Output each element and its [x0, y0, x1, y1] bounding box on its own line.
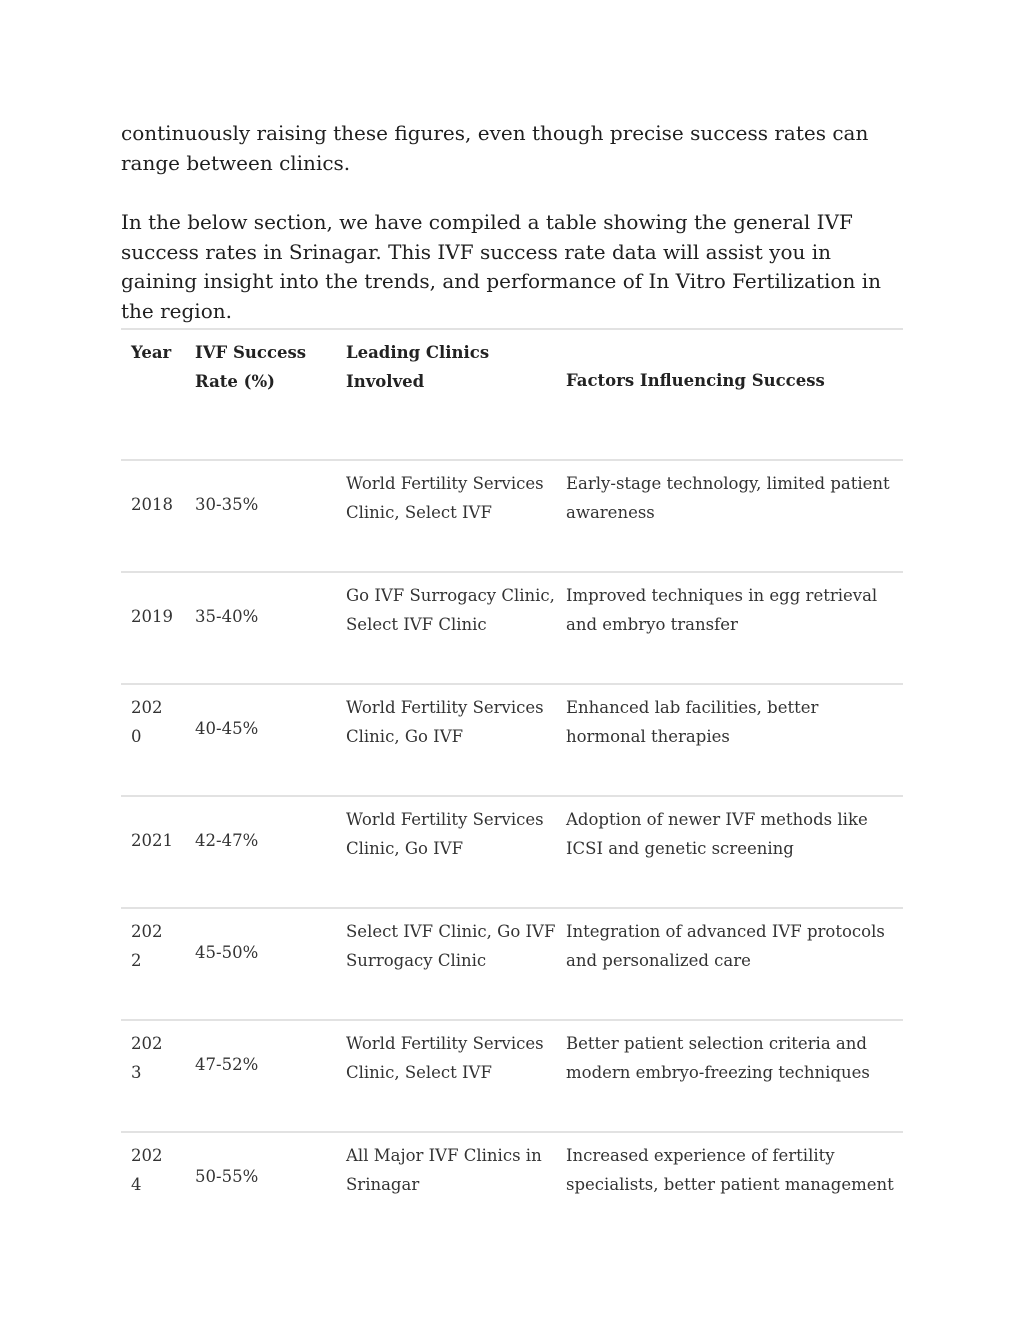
rate-cell: 50-55% [185, 1132, 336, 1243]
year-cell: 2023 [121, 1020, 185, 1132]
rate-cell: 35-40% [185, 572, 336, 684]
rate-cell: 47-52% [185, 1020, 336, 1132]
intro-paragraph-continuation: continuously raising these figures, even though precise success rates can range between clinics. [121, 121, 869, 175]
year-cell: 2019 [121, 572, 185, 684]
clinics-cell: World Fertility Services Clinic, Select IVF [336, 1020, 556, 1132]
table-row [121, 796, 903, 908]
table-row [121, 1132, 903, 1243]
clinics-cell: World Fertility Services Clinic, Go IVF [336, 684, 556, 796]
clinics-cell: World Fertility Services Clinic, Go IVF [336, 796, 556, 908]
year-cell: 2022 [121, 908, 185, 1020]
clinics-cell: All Major IVF Clinics in Srinagar [336, 1132, 556, 1243]
factors-cell: Enhanced lab facilities, better hormonal therapies [556, 684, 903, 796]
year-cell: 2021 [121, 796, 185, 908]
rate-cell: 45-50% [185, 908, 336, 1020]
rate-cell: 40-45% [185, 684, 336, 796]
intro-paragraph-table-description: In the below section, we have compiled a table showing the general IVF success rates in Srinagar. This IVF success rate data will assist you in gaining insight into the trends, and performance of In Vitro Fertilization in the region. [121, 210, 881, 323]
factors-cell: Early-stage technology, limited patient awareness [556, 460, 903, 572]
year-cell: 2024 [121, 1132, 185, 1243]
factors-cell: Adoption of newer IVF methods like ICSI and genetic screening [556, 796, 903, 908]
year-cell: 2020 [121, 684, 185, 796]
clinics-cell: Select IVF Clinic, Go IVF Surrogacy Clinic [336, 908, 556, 1020]
header-factors: Factors Influencing Success [556, 329, 903, 460]
table-row [121, 460, 903, 572]
ivf-success-rate-table [121, 328, 903, 1243]
header-leading-clinics: Leading Clinics Involved [336, 329, 556, 460]
header-success-rate: IVF Success Rate (%) [185, 329, 336, 460]
header-year: Year [121, 329, 185, 460]
table-row [121, 684, 903, 796]
rate-cell: 42-47% [185, 796, 336, 908]
clinics-cell: Go IVF Surrogacy Clinic, Select IVF Clinic [336, 572, 556, 684]
table-row [121, 908, 903, 1020]
table-row [121, 1020, 903, 1132]
factors-cell: Better patient selection criteria and modern embryo-freezing techniques [556, 1020, 903, 1132]
factors-cell: Integration of advanced IVF protocols and personalized care [556, 908, 903, 1020]
factors-cell: Improved techniques in egg retrieval and embryo transfer [556, 572, 903, 684]
rate-cell: 30-35% [185, 460, 336, 572]
clinics-cell: World Fertility Services Clinic, Select IVF [336, 460, 556, 572]
table-header-row [121, 329, 903, 460]
year-cell: 2018 [121, 460, 185, 572]
factors-cell: Increased experience of fertility specialists, better patient management [556, 1132, 903, 1243]
table-row [121, 572, 903, 684]
